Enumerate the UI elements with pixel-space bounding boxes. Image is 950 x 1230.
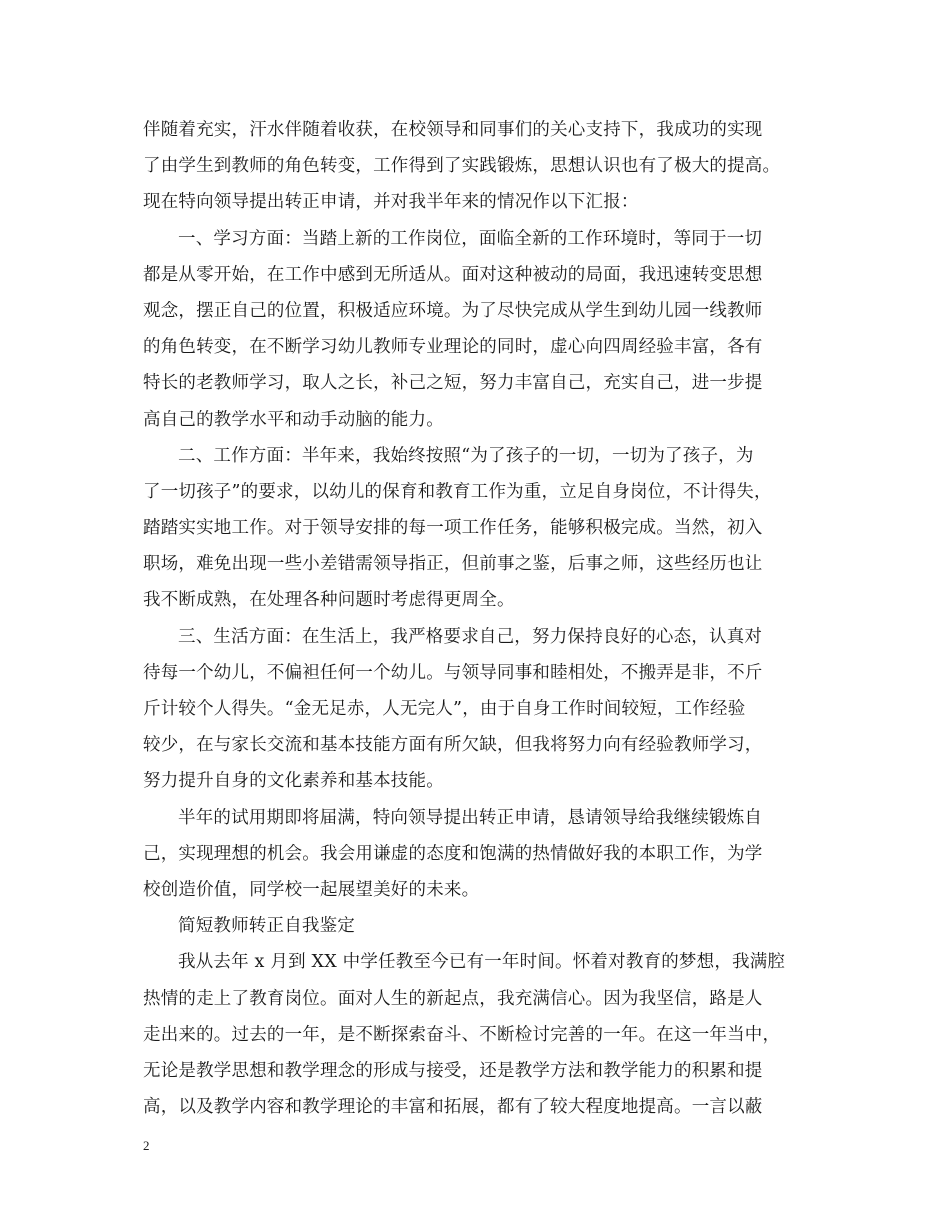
text-line: 三、生活方面：在生活上，我严格要求自己，努力保持良好的心态，认真对 [178, 626, 763, 647]
text-line: 较少，在与家长交流和基本技能方面有所欠缺，但我将努力向有经验教师学习， [143, 735, 763, 756]
page-number: 2 [143, 1138, 150, 1153]
text-line: 职场，难免出现一些小差错需领导指正，但前事之鉴，后事之师，这些经历也让 [143, 554, 763, 575]
text-line: 观念，摆正自己的位置，积极适应环境。为了尽快完成从学生到幼儿园一线教师 [143, 300, 763, 321]
text-line: 高自己的教学水平和动手动脑的能力。 [143, 409, 444, 430]
section-heading: 简短教师转正自我鉴定 [178, 916, 355, 937]
text-line: 己，实现理想的机会。我会用谦虚的态度和饱满的热情做好我的本职工作，为学 [143, 843, 763, 864]
text-line: 高，以及教学内容和教学理论的丰富和拓展，都有了较大程度地提高。一言以蔽 [143, 1097, 763, 1118]
text-line: 了由学生到教师的角色转变，工作得到了实践锻炼，思想认识也有了极大的提高。 [143, 156, 781, 177]
text-line: 努力提升自身的文化素养和基本技能。 [143, 771, 444, 792]
text-line: 二、工作方面：半年来，我始终按照“为了孩子的一切，一切为了孩子，为 [178, 445, 754, 466]
text-line: 走出来的。过去的一年，是不断探索奋斗、不断检讨完善的一年。在这一年当中， [143, 1024, 781, 1045]
text-line: 现在特向领导提出转正申请，并对我半年来的情况作以下汇报： [143, 192, 639, 213]
text-line: 斤计较个人得失。“金无足赤，人无完人”，由于自身工作时间较短，工作经验 [143, 699, 746, 719]
text-line: 伴随着充实，汗水伴随着收获，在校领导和同事们的关心支持下，我成功的实现 [143, 120, 763, 140]
text-line: 踏踏实实地工作。对于领导安排的每一项工作任务，能够积极完成。当然，初入 [143, 518, 763, 539]
text-line: 校创造价值，同学校一起展望美好的未来。 [143, 879, 480, 900]
text-line: 待每一个幼儿，不偏袒任何一个幼儿。与领导同事和睦相处，不搬弄是非，不斤 [143, 662, 763, 683]
text-line: 一、学习方面：当踏上新的工作岗位，面临全新的工作环境时，等同于一切 [178, 228, 763, 249]
text-line: 都是从零开始，在工作中感到无所适从。面对这种被动的局面，我迅速转变思想 [143, 264, 763, 285]
document-body [143, 112, 823, 1125]
text-line: 特长的老教师学习，取人之长，补己之短，努力丰富自己，充实自己，进一步提 [143, 373, 763, 394]
text-line: 我不断成熟，在处理各种问题时考虑得更周全。 [143, 590, 515, 611]
text-line: 热情的走上了教育岗位。面对人生的新起点，我充满信心。因为我坚信，路是人 [143, 988, 763, 1009]
text-line: 无论是教学思想和教学理念的形成与接受，还是教学方法和教学能力的积累和提 [143, 1060, 763, 1081]
text-line: 半年的试用期即将届满，特向领导提出转正申请，恳请领导给我继续锻炼自 [178, 807, 763, 828]
text-line: 的角色转变，在不断学习幼儿教师专业理论的同时，虚心向四周经验丰富，各有 [143, 337, 763, 358]
text-line: 我从去年 x 月到 XX 中学任教至今已有一年时间。怀着对教育的梦想，我满腔 [178, 952, 786, 973]
text-line: 了一切孩子”的要求，以幼儿的保育和教育工作为重，立足自身岗位，不计得失， [143, 481, 772, 502]
